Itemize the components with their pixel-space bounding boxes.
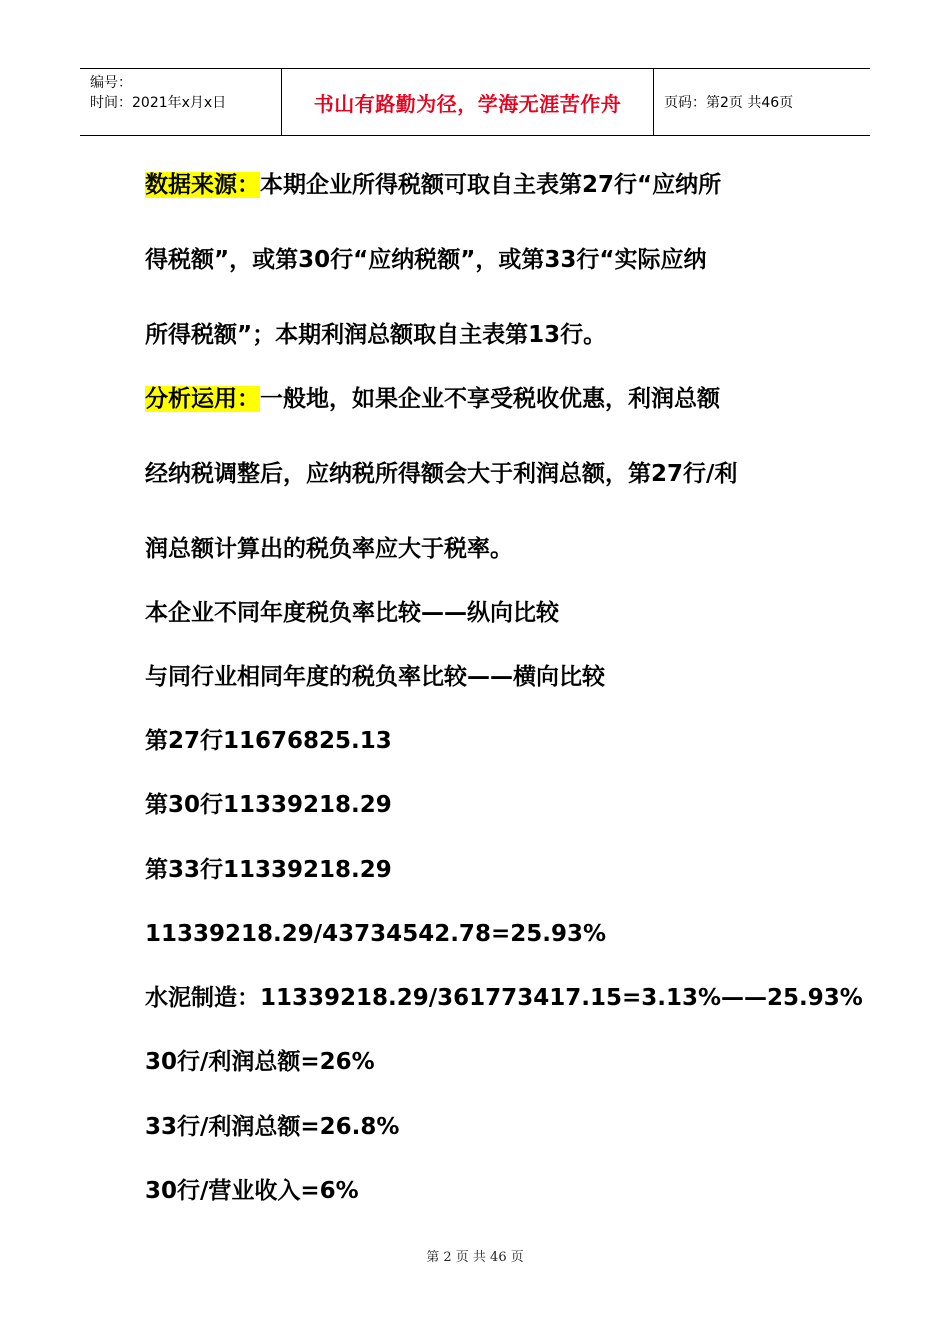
source-line-3: 所得税额”；本期利润总额取自主表第13行。 — [145, 322, 607, 348]
body-line: 与同行业相同年度的税负率比较——横向比较 — [145, 664, 605, 690]
analysis-text-1: 一般地，如果企业不享受税收优惠，利润总额 — [260, 386, 720, 412]
body-line: 11339218.29/43734542.78=25.93% — [145, 921, 607, 947]
document-header — [80, 68, 870, 136]
body-line: 第33行11339218.29 — [145, 857, 392, 883]
source-line-1 — [145, 170, 721, 200]
number-label: 编号： — [90, 75, 132, 91]
source-label: 数据来源： — [145, 172, 260, 198]
body-line: 本企业不同年度税负率比较——纵向比较 — [145, 600, 559, 626]
analysis-label: 分析运用： — [145, 386, 260, 412]
analysis-line-1 — [145, 384, 720, 414]
source-line-2: 得税额”，或第30行“应纳税额”，或第33行“实际应纳 — [145, 247, 707, 273]
header-page-label: 页码：第2页 共46页 — [664, 95, 794, 111]
time-label: 时间：2021年x月x日 — [90, 95, 227, 111]
body-line: 30行/营业收入=6% — [145, 1178, 359, 1204]
body-line: 33行/利润总额=26.8% — [145, 1114, 400, 1140]
body-line: 水泥制造：11339218.29/361773417.15=3.13%——25.93% — [145, 985, 863, 1011]
body-line: 第27行11676825.13 — [145, 728, 392, 754]
page-footer: 第 2 页 共 46 页 — [426, 1250, 524, 1265]
body-line: 30行/利润总额=26% — [145, 1049, 375, 1075]
header-motto: 书山有路勤为径，学海无涯苦作舟 — [282, 69, 654, 135]
header-meta — [80, 69, 282, 135]
source-text-1: 本期企业所得税额可取自主表第27行“应纳所 — [260, 172, 722, 198]
analysis-line-3: 润总额计算出的税负率应大于税率。 — [145, 536, 513, 562]
body-line: 第30行11339218.29 — [145, 792, 392, 818]
analysis-line-2: 经纳税调整后，应纳税所得额会大于利润总额，第27行/利 — [145, 461, 738, 487]
